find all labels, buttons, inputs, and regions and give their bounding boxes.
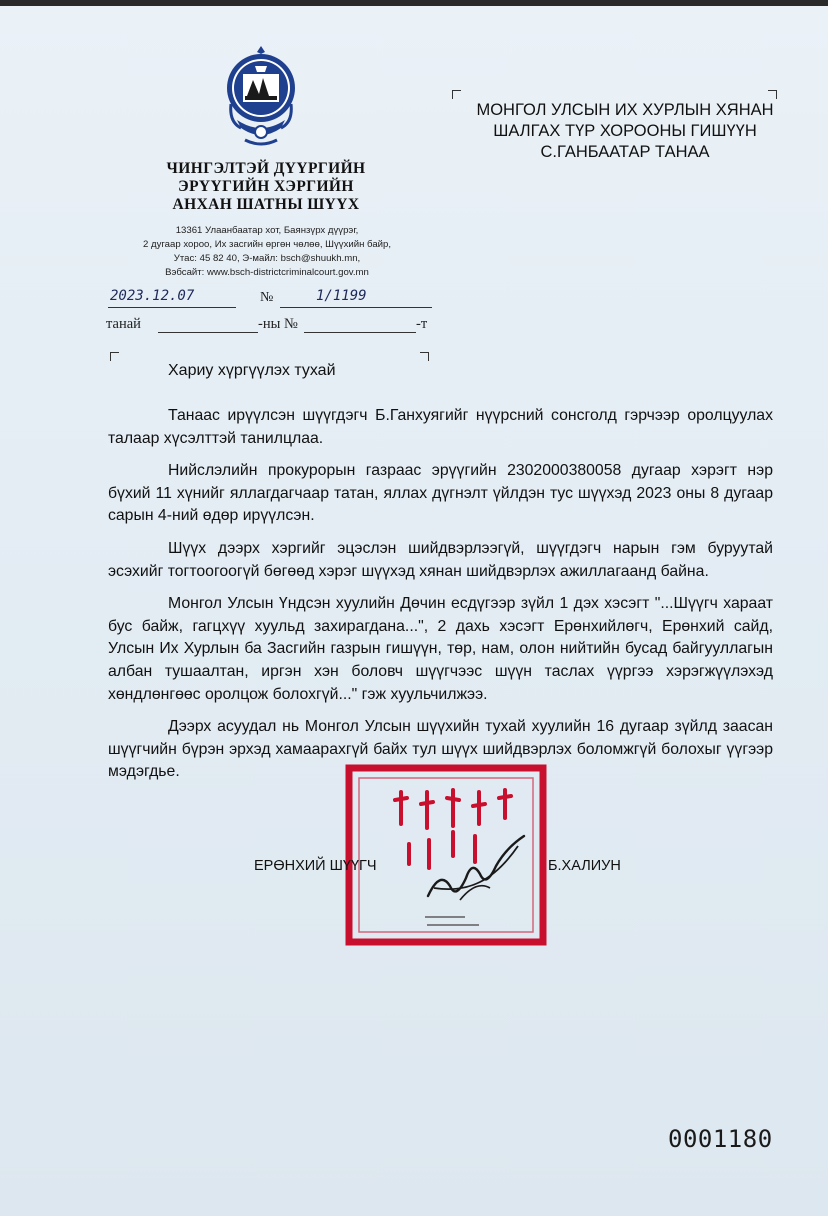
handwritten-signature-icon xyxy=(420,830,530,910)
contact-website: Вэбсайт: www.bsch-districtcriminalcourt.gov.mn xyxy=(165,267,369,278)
reply-blank-2 xyxy=(304,332,416,333)
letter-body xyxy=(108,405,773,794)
signatory-title: ЕРӨНХИЙ ШҮҮГЧ xyxy=(254,858,377,874)
contact-phone-email: Утас: 45 82 40, Э-майл: bsch@shuukh.mn, xyxy=(173,253,361,264)
issuer-name-line: ЭРҮҮГИЙН ХЭРГИЙН xyxy=(178,178,354,195)
recipient-line: МОНГОЛ УЛСЫН ИХ ХУРЛЫН ХЯНАН xyxy=(476,101,774,119)
body-paragraph: Нийслэлийн прокурорын газраас эрүүгийн 2302000380058 дугаар хэрэгт нэр бүхий 11 хүнийг яллагдагчаар татан, яллах дүгнэлт үйлдэн тус шүүхэд 2023 оны 8 дугаар сарын 4-ний өдөр ирүүлсэн. xyxy=(108,462,773,525)
address-corner-mark xyxy=(768,90,777,99)
state-emblem-icon xyxy=(219,44,303,156)
issuer-name-line: ЧИНГЭЛТЭЙ ДҮҮРГИЙН xyxy=(166,160,366,177)
letter-subject: Хариу хүргүүлэх тухай xyxy=(168,362,336,379)
address-corner-mark xyxy=(452,90,461,99)
contact-address-line: 2 дугаар хороо, Их засгийн өргөн чөлөө, Шүүхийн байр, xyxy=(142,239,392,250)
document-serial-number: 0001180 xyxy=(668,1125,773,1153)
body-paragraph: Дээрх асуудал нь Монгол Улсын шүүхийн тухай хуулийн 16 дугаар зүйлд заасан шүүгчийн бүрэн эрхэд хамаарахгүй байх тул шүүх шийдвэрлэх боломжгүй болохыг үүгээр мэдэгдье. xyxy=(108,718,773,781)
date-underline xyxy=(108,307,236,308)
contact-address-line: 13361 Улаанбаатар хот, Баянзүрх дүүрэг, xyxy=(175,225,359,236)
reply-reference-row xyxy=(106,316,436,336)
signatory-name: Б.ХАЛИУН xyxy=(548,858,621,874)
scan-edge xyxy=(0,0,828,6)
recipient-line: ШАЛГАХ ТҮР ХОРООНЫ ГИШҮҮН xyxy=(493,122,757,140)
body-paragraph: Монгол Улсын Үндсэн хуулийн Дөчин есдүгээр зүйл 1 дэх хэсэгт "...Шүүгч хараат бус байж, гагцхүү хуульд захирагдана...", 2 дахь хэсэгт Ерөнхийлөгч, Ерөнхий сайд, Улсын Их Хурлын ба Засгийн газрын гишүүн, төр, нам, олон нийтийн бусад байгууллагын албан тушаалтан, иргэн хэн боловч шүүгчээс шүүн таслах үүргээ хэрэгжүүлэхэд хөндлөнгөөс оролцож болохгүй..." гэж хуульчилжээ. xyxy=(108,595,773,703)
body-paragraph: Шүүх дээрх хэргийг эцэслэн шийдвэрлээгүй, шүүгдэгч нарын гэм буруутай эсэхийг тогтоогоогүй бөгөөд хэрэг шүүхэд хянан шийдвэрлэх ажиллагаанд байна. xyxy=(108,539,773,580)
subject-corner-mark xyxy=(110,352,119,361)
reference-number: 1/1199 xyxy=(316,288,367,304)
reply-prefix: танай xyxy=(106,316,141,332)
reference-number-label: № xyxy=(260,290,274,305)
reference-row xyxy=(108,288,438,310)
issuer-name-line: АНХАН ШАТНЫ ШҮҮХ xyxy=(172,196,360,213)
reply-middle: -ны № xyxy=(258,316,298,332)
recipient-line: С.ГАНБААТАР ТАНАА xyxy=(540,143,710,161)
recipient-address xyxy=(440,100,810,163)
subject-corner-mark xyxy=(420,352,429,361)
issuer-contact xyxy=(112,224,422,280)
number-underline xyxy=(280,307,432,308)
reply-blank-1 xyxy=(158,332,258,333)
reference-date: 2023.12.07 xyxy=(110,288,195,304)
body-paragraph: Танаас ирүүлсэн шүүгдэгч Б.Ганхуягийг нүүрсний сонсголд гэрчээр оролцуулах талаар хүсэлттэй танилцлаа. xyxy=(108,407,773,447)
issuer-name xyxy=(150,160,382,214)
reply-suffix: -т xyxy=(416,316,428,332)
